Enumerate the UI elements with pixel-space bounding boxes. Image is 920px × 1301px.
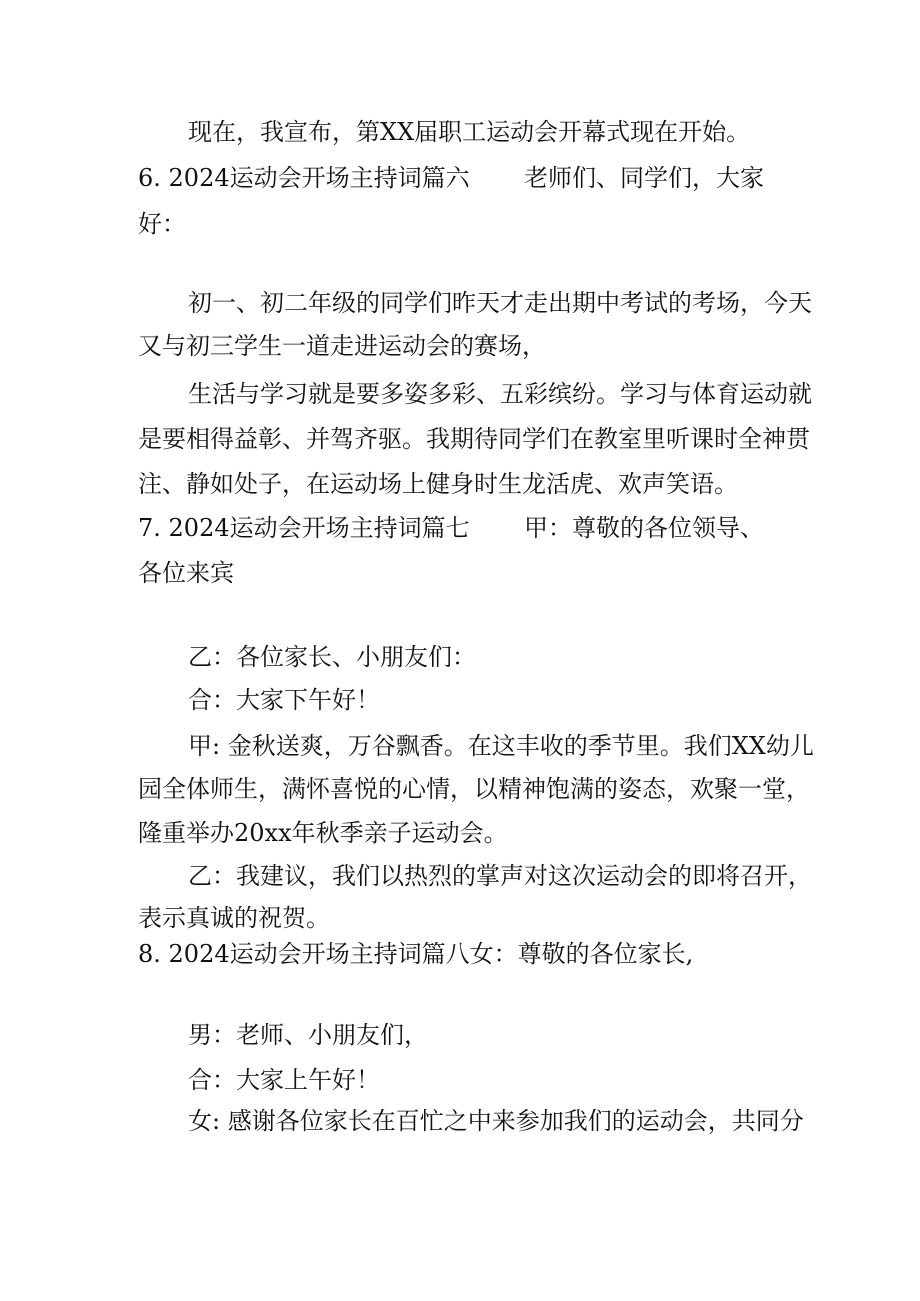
paragraph-line: 生活与学习就是要多姿多彩、五彩缤纷。学习与体育运动就 <box>188 380 812 408</box>
paragraph-line: 隆重举办20xx年秋季亲子运动会。 <box>138 819 508 847</box>
paragraph-line: 现在，我宣布，第XX届职工运动会开幕式现在开始。 <box>188 118 751 146</box>
paragraph-line: 园全体师生，满怀喜悦的心情，以精神饱满的姿态，欢聚一堂， <box>138 775 810 803</box>
paragraph-line: 甲: 金秋送爽，万谷飘香。在这丰收的季节里。我们XX幼儿 <box>188 732 814 760</box>
paragraph-line: 表示真诚的祝贺。 <box>138 904 330 932</box>
paragraph-line: 初一、初二年级的同学们昨天才走出期中考试的考场，今天 <box>188 289 812 317</box>
paragraph-line: 注、静如处子，在运动场上健身时生龙活虎、欢声笑语。 <box>138 470 738 498</box>
section-heading: 7. 2024运动会开场主持词篇七 <box>138 514 470 542</box>
section-heading: 6. 2024运动会开场主持词篇六 <box>138 164 470 192</box>
paragraph-line: 男：老师、小朋友们， <box>188 1021 428 1049</box>
paragraph-line: 合：大家下午好！ <box>188 686 380 714</box>
paragraph-line: 又与初三学生一道走进运动会的赛场， <box>138 332 546 360</box>
paragraph-line: 是要相得益彰、并驾齐驱。我期待同学们在教室里听课时全神贯 <box>138 425 810 453</box>
paragraph-line: 老师们、同学们，大家 <box>524 164 764 192</box>
paragraph-line: 各位来宾 <box>138 559 234 587</box>
paragraph-line: 好： <box>138 210 186 238</box>
paragraph-line: 合：大家上午好！ <box>188 1066 380 1094</box>
paragraph-line: 乙：各位家长、小朋友们： <box>188 643 476 671</box>
paragraph-line: 甲：尊敬的各位领导、 <box>524 514 764 542</box>
paragraph-line: 乙：我建议，我们以热烈的掌声对这次运动会的即将召开， <box>188 862 812 890</box>
paragraph-line: 女: 感谢各位家长在百忙之中来参加我们的运动会，共同分 <box>188 1107 804 1135</box>
section-heading: 8. 2024运动会开场主持词篇八女：尊敬的各位家长, <box>138 940 694 968</box>
